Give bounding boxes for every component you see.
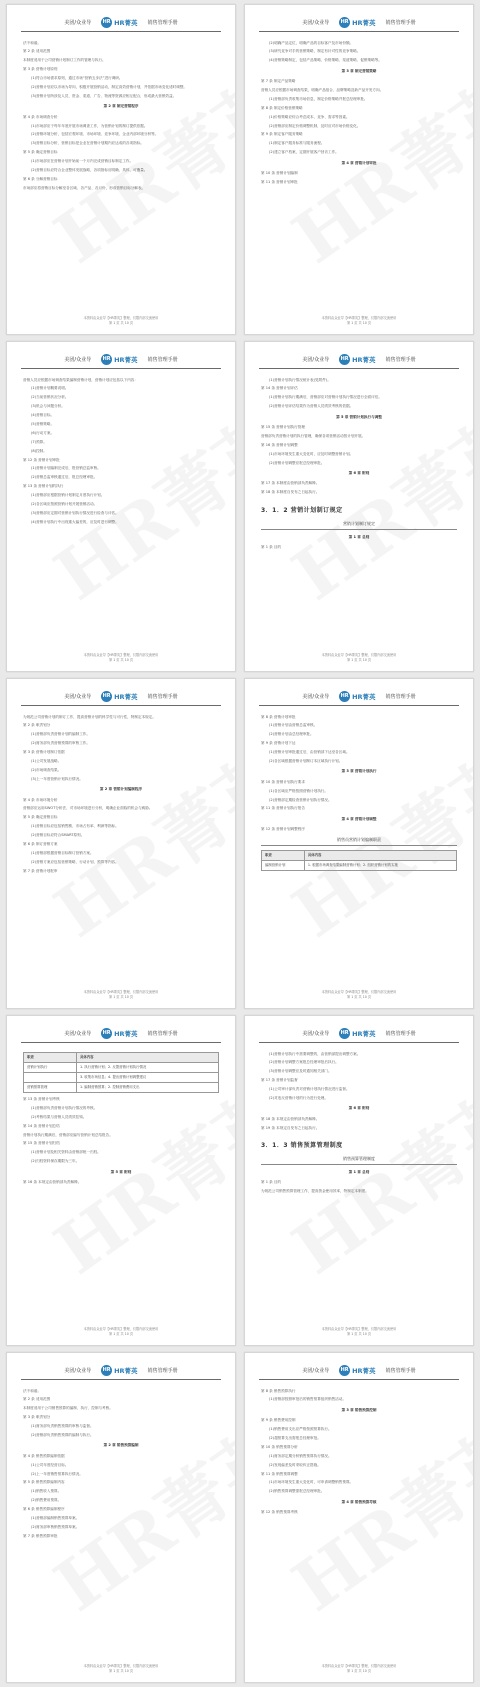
page-footer (245, 653, 473, 663)
text-line: (2)营销计划调整方案报总经理审批后执行。 (269, 1060, 339, 1065)
logo-mark-icon: HR (339, 354, 350, 365)
text-line: (1)营销计划审批通过后，由营销部下达至各区域。 (269, 750, 350, 755)
text-line: (2)超预算支出需报总经理审批。 (269, 1435, 321, 1440)
document-page (6, 678, 236, 1009)
chapter-heading: 第 2 章 营销计划编制程序 (99, 787, 143, 792)
text-line: (2)建立客户档案，定期开展客户回访工作。 (269, 150, 339, 155)
text-line: 第 15 条 营销计划执行管理 (261, 424, 305, 429)
text-line: (2)营销部负责销售预算的编制与执行。 (31, 1432, 94, 1437)
footer-page-number: 第 1 页 共 10 页 (109, 1669, 133, 1674)
footer-page-number: 第 1 页 共 10 页 (347, 321, 371, 326)
document-page (244, 1015, 474, 1346)
text-line: (3)上一年度营销计划执行情况。 (31, 776, 83, 781)
text-line: (2)发现偏差及时采取纠正措施。 (269, 1462, 321, 1467)
text-line: 第 5 条 确定营销目标 (23, 150, 58, 155)
text-line: (2)明确产品定位，明确产品的目标客户及市场份额。 (269, 40, 354, 45)
text-line: (2)财务部审核销售预算草案。 (31, 1524, 80, 1529)
chapter-heading: 第 3 章 销售预算控制 (341, 1407, 377, 1412)
table-header-cell: 职责 (262, 850, 305, 860)
data-table (23, 1052, 219, 1093)
header-left-text: 美团/众业导 (302, 19, 330, 26)
text-line: (3)营销计划所涉及人员、资金、渠道、广告、物流等资源应相互配合，形成最大营销效益。 (31, 93, 177, 98)
brand-logo (101, 354, 137, 365)
header-right-text: 销售管理手册 (385, 356, 416, 363)
text-line: 第 7 条 营销计划报审 (23, 868, 58, 873)
text-line: 第 5 条 销售预算编制内容 (23, 1480, 65, 1485)
text-line: 第 16 条 本规定由营销部负责解释。 (23, 1179, 82, 1184)
text-line: (1)销售费用支出应严格按照预算执行。 (269, 1427, 332, 1432)
text-line: 第 9 条 制定客户服务策略 (261, 132, 303, 137)
logo-mark-icon: HR (339, 691, 350, 702)
text-line: (7)预算。 (31, 439, 47, 444)
header-left-text: 美团/众业导 (64, 19, 92, 26)
text-line: 第 3 条 营销计划原则 (23, 67, 58, 72)
footer-line: 本资料由众业导【HR菁英】整理，仅限内部交流使用 (321, 1327, 397, 1332)
chapter-heading: 第 6 章 附则 (348, 470, 370, 475)
logo-mark-icon: HR (101, 354, 112, 365)
table-cell: 营销预算管理 (24, 1083, 77, 1093)
logo-text: HR菁英 (352, 18, 376, 27)
text-line: (1)价格策略应综合考虑成本、竞争、需求等因素。 (269, 114, 350, 119)
header-right-text: 销售管理手册 (147, 1367, 178, 1374)
page-header (259, 1024, 459, 1043)
text-line: 第 18 条 本规定由营销部负责解释。 (261, 1116, 320, 1121)
chapter-heading: 第 3 章 营销计划执行 (341, 769, 377, 774)
text-line: (2)营销计划应以市场为导向，积极开展营销活动，制定高效营销计划，并依据市场变化适时调整。 (31, 84, 188, 89)
logo-mark-icon: HR (101, 1028, 112, 1039)
footer-line: 本资料由众业导【HR菁英】整理，仅限内部交流使用 (83, 316, 159, 321)
document-page (244, 1352, 474, 1683)
data-table (261, 850, 457, 871)
text-line: (2)营销环境分析，包括宏观环境、市场环境、竞争环境、企业内部环境分析等。 (31, 132, 159, 137)
text-line: 营销部负责营销计划的执行管理，确保各项营销活动按计划开展。 (261, 433, 366, 438)
page-footer (245, 1327, 473, 1337)
text-line: 第 6 条 制订营销方案 (23, 841, 58, 846)
brand-logo (339, 1028, 375, 1039)
text-line: 为规范公司营销计划的制订工作，提高营销计划的科学性与可行性，特制定本规定。 (23, 714, 156, 719)
document-title: 营销计划制订规定 (261, 521, 457, 530)
chapter-heading: 第 5 章 营销计划执行与调整 (336, 414, 382, 419)
document-page (244, 341, 474, 672)
logo-mark-icon: HR (101, 17, 112, 28)
footer-line: 本资料由众业导【HR菁英】整理，仅限内部交流使用 (83, 990, 159, 995)
text-line: 第 17 条 营销计划监督 (261, 1078, 298, 1083)
text-line: 第 7 条 制定产品策略 (261, 79, 296, 84)
text-line: (1)营销计划及相关资料由营销部统一归档。 (31, 1150, 101, 1155)
text-line: 第 6 条 销售预算编制程序 (23, 1507, 65, 1512)
header-left-text: 美团/众业导 (64, 693, 92, 700)
page-header (21, 687, 221, 706)
footer-page-number: 第 1 页 共 10 页 (347, 658, 371, 663)
text-line: (1)市场环境发生重大变化时，可申请调整销售预算。 (269, 1480, 354, 1485)
text-line: (1)市场部应于每年年底开展市场调查工作，为营销计划的制订提供依据。 (31, 123, 148, 128)
text-line: 第 12 条 营销计划调整程序 (261, 827, 305, 832)
chapter-heading: 第 2 章 销售预算编制 (103, 1443, 139, 1448)
page-footer (245, 990, 473, 1000)
header-right-text: 销售管理手册 (385, 1367, 416, 1374)
table-cell: 1. 根据市场调查结果编制营销计划；2. 组织营销计划的实施 (304, 860, 456, 870)
page-body (261, 1048, 457, 1317)
text-line: (1)营销计划执行情况统计表(见附件)。 (269, 377, 331, 382)
text-line: (2)营销方案应包括营销策略、行动计划、预算等内容。 (31, 859, 119, 864)
text-line: (1)营销部根据营销目标制订营销方案。 (31, 850, 94, 855)
text-line: 第 8 条 销售预算执行 (261, 1388, 296, 1393)
text-line: 营销部应运用SWOT分析法，对市场环境进行分析，明确企业面临的机会与威胁。 (23, 806, 153, 811)
page-header (259, 350, 459, 369)
text-line: 第 13 条 营销计划考核 (23, 1096, 60, 1101)
page-body (23, 374, 219, 643)
header-right-text: 销售管理手册 (385, 693, 416, 700)
chapter-heading: 第 4 章 营销计划调整 (341, 816, 377, 821)
text-line: (4)营销计划执行中出现重大偏差的，应及时进行调整。 (31, 519, 119, 524)
page-header (21, 350, 221, 369)
text-line: 第 1 条 目的 (261, 544, 282, 549)
footer-line: 本资料由众业导【HR菁英】整理，仅限内部交流使用 (83, 1664, 159, 1669)
text-line: 第 18 条 本制度自发布之日起执行。 (261, 490, 320, 495)
brand-logo (339, 1365, 375, 1376)
page-footer (7, 316, 235, 326)
text-line: 第 4 条 市场环境分析 (23, 797, 58, 802)
footer-line: 本资料由众业导【HR菁英】整理，仅限内部交流使用 (83, 1327, 159, 1332)
page-footer (7, 1664, 235, 1674)
text-line: (5)营销策略。 (31, 421, 55, 426)
header-left-text: 美团/众业导 (64, 1367, 92, 1374)
text-line: (1)符合市场需求原则，通过市场“营销五步法”进行调研。 (31, 76, 123, 81)
page-grid (6, 4, 474, 1683)
document-page (6, 1015, 236, 1346)
text-line: (3)研究竞争对手的营销策略，制定有针对性的竞争策略。 (269, 49, 361, 54)
text-line: (2)市场调查结果。 (31, 767, 62, 772)
text-line: 营销人员应根据市场调查结果编制营销计划，营销计划应包括以下内容： (23, 377, 138, 382)
footer-line: 本资料由众业导【HR菁英】整理，仅限内部交流使用 (321, 990, 397, 995)
page-header (21, 13, 221, 32)
page-body (23, 1048, 219, 1317)
text-line: (2)销售费用预算。 (31, 1498, 62, 1503)
text-line: (4)营销策略制定，包括产品策略、价格策略、渠道策略、促销策略等。 (269, 58, 382, 63)
text-line: (1)销售收入预算。 (31, 1489, 62, 1494)
header-right-text: 销售管理手册 (385, 1030, 416, 1037)
header-right-text: 销售管理手册 (147, 1030, 178, 1037)
page-footer (7, 653, 235, 663)
text-line: (1)市场环境发生重大变化时，应及时调整营销计划。 (269, 451, 354, 456)
text-line: (1)营销计划执行中需要调整的，由营销部提出调整方案。 (269, 1051, 361, 1056)
logo-text: HR菁英 (114, 1029, 138, 1038)
page-header (259, 687, 459, 706)
table-cell: 1. 编制营销预算；2. 控制营销费用支出 (76, 1083, 218, 1093)
logo-text: HR菁英 (352, 355, 376, 364)
text-line: (1)公司年度经营目标。 (31, 1462, 69, 1467)
text-line: (1)市场部应在营销计划开始前一个月内完成营销目标制定工作。 (31, 159, 134, 164)
text-line: 第 13 条 营销计划的执行 (23, 484, 64, 489)
footer-page-number: 第 1 页 共 10 页 (109, 658, 133, 663)
text-line: 第 12 条 营销计划审批 (23, 457, 60, 462)
logo-text: HR菁英 (114, 355, 138, 364)
logo-text: HR菁英 (114, 18, 138, 27)
text-line: (2)考核结果与营销人员绩效挂钩。 (31, 1114, 87, 1119)
chapter-heading: 第 1 章 总则 (348, 1170, 370, 1175)
table-row (262, 860, 457, 870)
text-line: 第 3 条 营销计划制订依据 (23, 750, 65, 755)
text-line: (1)营销计划执行期满后，营销部应对营销计划执行情况进行全面评估。 (269, 395, 382, 400)
header-left-text: 美团/众业导 (302, 1030, 330, 1037)
text-line: (2)上一年度销售预算执行情况。 (31, 1471, 83, 1476)
header-left-text: 美团/众业导 (302, 693, 330, 700)
text-line: 第 10 条 销售预算分析 (261, 1444, 298, 1449)
table-row (24, 1063, 219, 1073)
text-line: (1)财务部定期分析销售预算执行情况。 (269, 1453, 332, 1458)
brand-logo (101, 1028, 137, 1039)
table-cell: 营销计划执行 (24, 1063, 77, 1073)
text-line: (1)营销部负责收集市场信息，制定价格策略并报总经理审批。 (269, 96, 368, 101)
page-body (261, 711, 457, 980)
text-line: (2)营销总监审核通过后，报总经理审批。 (31, 475, 98, 480)
text-line: 第 11 条 营销计划审批 (261, 179, 298, 184)
header-right-text: 销售管理手册 (147, 19, 178, 26)
text-line: (1)营销目标应包括销售额、市场占有率、利润等指标。 (31, 824, 119, 829)
text-line: 第 17 条 本制度由营销部负责解释。 (261, 481, 320, 486)
page-header (21, 1361, 221, 1380)
text-line: 第 14 条 营销计划评估 (261, 386, 298, 391)
logo-text: HR菁英 (114, 1366, 138, 1375)
text-line: 第 7 条 销售预算审批 (23, 1533, 58, 1538)
text-line: 第 2 条 职责划分 (23, 723, 51, 728)
text-line: 第 2 条 适用范围 (23, 1397, 51, 1402)
logo-mark-icon: HR (339, 1028, 350, 1039)
text-line: (2)营销计划由总经理审批。 (269, 732, 314, 737)
text-line: (1)财务部负责销售预算的审核与监督。 (31, 1424, 94, 1429)
page-body (23, 37, 219, 306)
section-title: 3．1．3 销售预算管理制度 (261, 1142, 343, 1150)
table-header-row (24, 1053, 219, 1063)
text-line: (8)控制。 (31, 448, 47, 453)
page-body (261, 374, 457, 643)
text-line: (2)对违反营销计划的行为进行处理。 (269, 1095, 328, 1100)
text-line: 第 14 条 营销计划总结 (23, 1123, 60, 1128)
text-line: 第 2 条 适用范围 (23, 49, 51, 54)
text-line: 第 3 条 职责划分 (23, 1415, 51, 1420)
text-line: (1)营销部负责营销计划的编制工作。 (31, 732, 90, 737)
text-line: 市场部应将营销目标分解至各区域、各产品、各月份，形成营销目标分解表。 (23, 185, 146, 190)
text-line: 第 8 条 制定价格营销策略 (261, 105, 303, 110)
table-header-cell: 职责 (24, 1053, 77, 1063)
text-line: 营销人员应根据市场调查结果，明确产品组合、品牌策略及新产品开发方向。 (261, 87, 384, 92)
text-line: 第 4 条 销售预算编制依据 (23, 1453, 65, 1458)
logo-mark-icon: HR (339, 17, 350, 28)
footer-page-number: 第 1 页 共 10 页 (109, 321, 133, 326)
page-body (23, 711, 219, 980)
text-line: (2)营销部定期检查营销计划执行情况。 (269, 797, 332, 802)
text-line: (4)营销目标。 (31, 413, 55, 418)
text-line: 法不和谐。 (23, 1388, 41, 1393)
text-line: (1)公司审计部负责对营销计划执行情况进行监督。 (269, 1087, 350, 1092)
document-page (244, 4, 474, 335)
text-line: (2)各区域根据营销计划制订本区域执行计划。 (269, 758, 343, 763)
text-line: (2)财务部负责营销预算的审核工作。 (31, 741, 90, 746)
page-header (259, 13, 459, 32)
text-line: 第 4 条 市场调查分析 (23, 114, 58, 119)
section-title: 3．1．2 营销计划制订规定 (261, 506, 343, 514)
brand-logo (101, 17, 137, 28)
text-line: (2)销售预算调整需报总经理审批。 (269, 1489, 325, 1494)
table-cell (24, 1073, 77, 1083)
brand-logo (339, 17, 375, 28)
footer-line: 本资料由众业导【HR菁英】整理，仅限内部交流使用 (321, 653, 397, 658)
table-cell: 1. 执行营销计划；2. 反馈营销计划执行情况 (76, 1063, 218, 1073)
table-row (24, 1083, 219, 1093)
text-line: (6)行动方案。 (31, 430, 55, 435)
document-page (244, 678, 474, 1009)
footer-page-number: 第 1 页 共 10 页 (347, 1332, 371, 1337)
brand-logo (339, 354, 375, 365)
logo-mark-icon: HR (101, 1365, 112, 1376)
header-right-text: 销售管理手册 (147, 356, 178, 363)
text-line: 第 6 条 分解营销目标 (23, 176, 58, 181)
table-header-cell: 具体内容 (304, 850, 456, 860)
footer-page-number: 第 1 页 共 10 页 (109, 995, 133, 1000)
text-line: 第 9 条 营销计划下达 (261, 741, 296, 746)
page-footer (245, 1664, 473, 1674)
logo-text: HR菁英 (352, 1366, 376, 1375)
footer-line: 本资料由众业导【HR菁英】整理，仅限内部交流使用 (321, 1664, 397, 1669)
text-line: (3)营销部应定期对营销计划执行情况进行检查与评估。 (31, 510, 119, 515)
logo-mark-icon: HR (339, 1365, 350, 1376)
logo-text: HR菁英 (352, 692, 376, 701)
text-line: 第 16 条 营销计划调整 (261, 442, 298, 447)
brand-logo (339, 691, 375, 702)
table-row (24, 1073, 219, 1083)
text-line: (3)营销计划调整应及时通知相关部门。 (269, 1069, 332, 1074)
text-line: (2)各区域应按照营销计划开展营销活动。 (31, 501, 98, 506)
text-line: 为规范公司销售预算管理工作，提高资金使用效率，特制定本制度。 (261, 1189, 369, 1194)
text-line: 第 9 条 销售费用控制 (261, 1418, 296, 1423)
table-title: 销售员营销计划编制职责 (261, 837, 457, 846)
footer-page-number: 第 1 页 共 10 页 (109, 1332, 133, 1337)
chapter-heading: 第 2 章 制定营销程序 (103, 104, 139, 109)
text-line: 第 10 条 营销计划编制 (261, 170, 298, 175)
text-line: (2)营销计划评估结果作为营销人员绩效考核的依据。 (269, 404, 354, 409)
table-header-row (262, 850, 457, 860)
text-line: (1)营销部负责营销计划执行情况的考核。 (31, 1105, 98, 1110)
text-line: (1)营销部编制销售预算草案。 (31, 1515, 80, 1520)
document-title: 销售预算管理制度 (261, 1156, 457, 1165)
header-left-text: 美团/众业导 (64, 1030, 92, 1037)
page-body (261, 1385, 457, 1654)
document-page (6, 341, 236, 672)
text-line: 第 1 条 目的 (261, 1180, 282, 1185)
footer-page-number: 第 1 页 共 10 页 (347, 1669, 371, 1674)
text-line: 营销计划执行期满后，营销部应编写营销计划总结报告。 (23, 1132, 113, 1137)
footer-page-number: 第 1 页 共 10 页 (347, 995, 371, 1000)
text-line: (1)制定客户服务标准与服务流程。 (269, 141, 325, 146)
document-page (6, 1352, 236, 1683)
text-line: (2)归档资料保存期限为三年。 (31, 1159, 80, 1164)
text-line: (2)营销目标应符合SMART原则。 (31, 833, 85, 838)
text-line: (1)营销计划编制完成后，报营销总监审核。 (31, 466, 101, 471)
chapter-heading: 第 4 章 营销计划审批 (341, 160, 377, 165)
chapter-heading: 第 5 章 附则 (110, 1169, 132, 1174)
text-line: (3)机会与问题分析。 (31, 404, 65, 409)
header-left-text: 美团/众业导 (302, 356, 330, 363)
chapter-heading: 第 3 章 制定营销策略 (341, 68, 377, 73)
text-line: 第 11 条 营销计划执行报告 (261, 806, 305, 811)
page-footer (7, 990, 235, 1000)
text-line: 第 5 条 确定营销目标 (23, 815, 58, 820)
chapter-heading: 第 6 章 附则 (348, 1106, 370, 1111)
text-line: 第 15 条 营销计划归档 (23, 1141, 60, 1146)
header-left-text: 美团/众业导 (302, 1367, 330, 1374)
chapter-heading: 第 1 章 总则 (348, 534, 370, 539)
header-right-text: 销售管理手册 (385, 19, 416, 26)
text-line: (2)营销计划调整应报总经理审批。 (269, 460, 325, 465)
text-line: 本制度适用于公司营销计划制订工作的管理与执行。 (23, 58, 106, 63)
logo-text: HR菁英 (114, 692, 138, 701)
chapter-heading: 第 4 章 销售预算考核 (341, 1499, 377, 1504)
text-line: 第 8 条 营销计划审批 (261, 714, 296, 719)
page-footer (7, 1327, 235, 1337)
table-cell: 3. 收集市场信息；4. 提出营销计划调整建议 (76, 1073, 218, 1083)
text-line: 第 10 条 营销计划执行要求 (261, 779, 305, 784)
header-left-text: 美团/众业导 (64, 356, 92, 363)
text-line: 第 19 条 本规定自发布之日起执行。 (261, 1125, 320, 1130)
text-line: (1)营销部应根据营销计划制定月度执行计划。 (31, 493, 105, 498)
text-line: (3)营销目标分析，营销目标是企业在营销计划期内应达成的各项指标。 (31, 141, 144, 146)
page-header (259, 1361, 459, 1380)
table-header-cell: 具体内容 (76, 1053, 218, 1063)
page-body (261, 37, 457, 306)
text-line: (2)营销目标应符合企业整体发展战略，各项指标应明确、具体、可衡量。 (31, 167, 148, 172)
footer-line: 本资料由众业导【HR菁英】整理，仅限内部交流使用 (83, 653, 159, 658)
table-cell: 编制营销计划 (262, 860, 305, 870)
text-line: 本制度适用于公司销售预算的编制、执行、控制与考核。 (23, 1406, 113, 1411)
text-line: (1)公司发展战略。 (31, 758, 62, 763)
text-line: 第 11 条 销售预算调整 (261, 1471, 298, 1476)
logo-text: HR菁英 (352, 1029, 376, 1038)
brand-logo (101, 1365, 137, 1376)
text-line: 法不和谐。 (23, 40, 41, 45)
page-body (23, 1385, 219, 1654)
text-line: (1)营销计划概要说明。 (31, 386, 69, 391)
text-line: (1)营销计划由营销总监审核。 (269, 723, 318, 728)
page-header (21, 1024, 221, 1043)
header-right-text: 销售管理手册 (147, 693, 178, 700)
page-footer (245, 316, 473, 326)
brand-logo (101, 691, 137, 702)
logo-mark-icon: HR (101, 691, 112, 702)
document-page (6, 4, 236, 335)
text-line: 第 12 条 销售预算考核 (261, 1510, 298, 1515)
text-line: (1)营销部按照审批后的销售预算组织销售活动。 (269, 1397, 346, 1402)
text-line: (1)各区域应严格按照营销计划执行。 (269, 788, 328, 793)
footer-line: 本资料由众业导【HR菁英】整理，仅限内部交流使用 (321, 316, 397, 321)
text-line: (2)营销部应制定价格调整机制，及时应对市场价格变化。 (269, 123, 361, 128)
text-line: (2)当前营销状况分析。 (31, 395, 69, 400)
